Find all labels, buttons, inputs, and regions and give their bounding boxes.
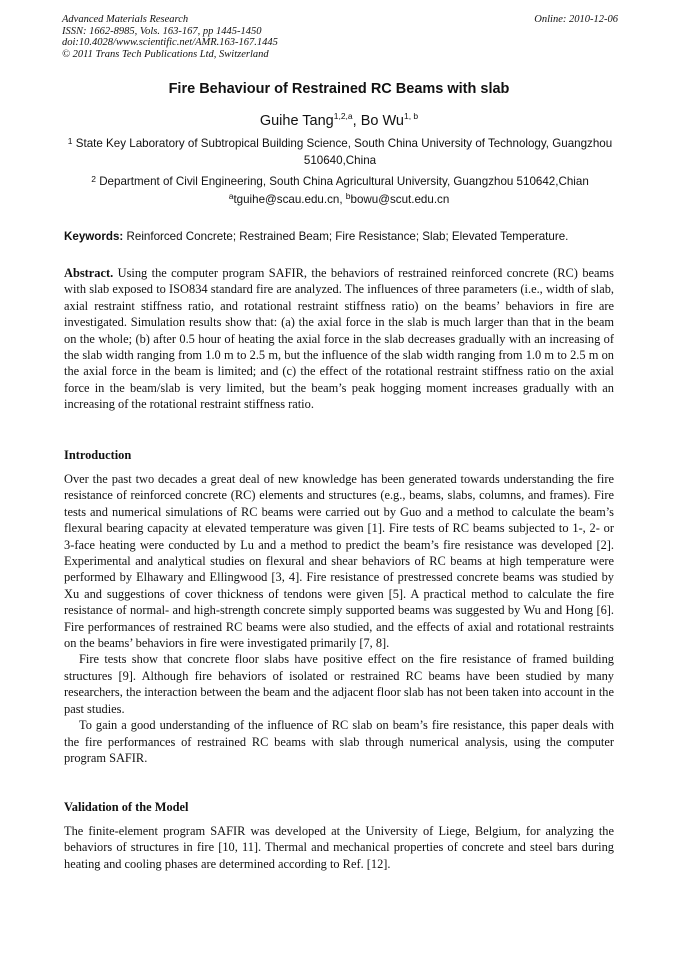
affiliation-text: State Key Laboratory of Subtropical Building Science, South China University of Technology, Guangzhou 510640,China: [75, 137, 613, 167]
author-affil-sup: 1, b: [403, 111, 419, 121]
journal-header: [62, 14, 618, 60]
keywords-label: Keywords:: [64, 230, 124, 243]
email-link[interactable]: bowu@scut.edu.cn: [350, 193, 450, 206]
copyright-line: © 2011 Trans Tech Publications Ltd, Switzerland: [62, 48, 269, 60]
email-link[interactable]: tguihe@scau.edu.cn: [233, 193, 340, 206]
email-sup: a: [228, 191, 234, 201]
section-heading-introduction: Introduction: [64, 448, 132, 462]
author-name: Guihe Tang: [259, 113, 334, 129]
paragraph: Over the past two decades a great deal of new knowledge has been generated towards understanding the fire resistance of reinforced concrete (RC) elements and structures (e.g., beams, slabs, columns, and frames). Fire tests and numerical simulations of RC beams were carried out by Guo and a method to calculate the beam’s flexural bearing capacity at elevated temperature was given [1]. Fire tests of RC beams subjected to 1-, 2- or 3-face heating were conducted by Lu and a method to predict the beam’s fire resistance was developed [2]. Experimental and analytical studies on flexural and shear behaviors of RC beams at high temperature were performed by Elhawary and Ellingwood [3, 4]. Fire resistance of prestressed concrete beams was studied by Xu and suggestions of cover thickness of tendons were given [5]. A practical method to calculate the fire resistance of normal- and high-strength concrete simply supported beams was suggested by Wu and Hong [6]. Fire performances of restrained RC beams were also studied, and the effects of axial and rotational restraints on the beams’ behaviors in fire were investigated primarily [7, 8].: [64, 472, 614, 651]
paragraph: The finite-element program SAFIR was developed at the University of Liege, Belgium, for analyzing the behaviors of structures in fire [10, 11]. Thermal and mechanical properties of concrete and steel bars during heating and cooling phases are determined according to Ref. [12].: [64, 824, 614, 871]
email-sup: b: [345, 191, 351, 201]
paper-title: Fire Behaviour of Restrained RC Beams with slab: [168, 81, 510, 97]
doi-line: doi:10.4028/www.scientific.net/AMR.163-167.1445: [62, 37, 278, 48]
affiliation-text: Department of Civil Engineering, South China Agricultural University, Guangzhou 510642,Chian: [99, 175, 589, 188]
author-name: Bo Wu: [360, 113, 404, 129]
section-heading-validation: Validation of the Model: [64, 800, 189, 814]
affiliation-2: [62, 173, 618, 190]
keywords-text: Reinforced Concrete; Restrained Beam; Fire Resistance; Slab; Elevated Temperature.: [126, 230, 569, 243]
online-date: Online: 2010-12-06: [534, 14, 618, 25]
abstract-text: Using the computer program SAFIR, the behaviors of restrained reinforced concrete (RC) beams with slab exposed to ISO834 standard fire are analyzed. The influences of three parameters (i.e., width of slab, axial restraint stiffness ratio, and rotational restraint stiffness ratio) on the beams’ behaviors in fire are investigated. Simulation results show that: (a) the axial force in the slab is much larger than that in the beam on the whole; (b) after 0.5 hour of heating the axial force in the slab decreases gradually with an increasing of the slab width ranging from 1.0 m to 2.5 m, but the influence of the slab width ranging from 1.0 m to 2.5 m on the axial force in the beam is limited; and (c) the effect of the rotational restraint stiffness ratio on the axial force in the beam/slab is very limited, but the beam’s peak hogging moment increases gradually with an increasing of the rotational restraint stiffness ratio.: [64, 266, 614, 412]
author-line: Guihe Tang$^{1,2,a}$, Bo Wu$^{1, b}$: [259, 111, 419, 129]
introduction-body: [64, 471, 614, 766]
validation-body: [64, 823, 614, 872]
author-affil-sup: 1,2,a: [333, 111, 353, 121]
paragraph: To gain a good understanding of the influence of RC slab on beam’s fire resistance, this paper deals with the fire performances of restrained RC beams with slab through numerical analysis, using the computer program SAFIR.: [64, 718, 614, 765]
abstract-label: Abstract.: [64, 266, 114, 280]
issn-line: ISSN: 1662-8985, Vols. 163-167, pp 1445-1450: [62, 25, 262, 37]
abstract: [64, 265, 614, 413]
affiliation-1: [62, 135, 618, 169]
affiliation-number: 2: [91, 174, 96, 184]
paragraph: Fire tests show that concrete floor slabs have positive effect on the fire resistance of framed building structures [9]. Although fire behaviors of isolated or restrained RC beams have been studied by many researchers, the interaction between the beam and the adjacent floor slab has not been taken into account in the past studies.: [64, 652, 614, 716]
email-line: $^a$tguihe@scau.edu.cn, $^b$bowu@scut.edu.cn: [228, 191, 450, 206]
journal-name: Advanced Materials Research: [62, 14, 189, 25]
keywords: [64, 230, 620, 243]
affiliation-number: 1: [67, 136, 73, 146]
